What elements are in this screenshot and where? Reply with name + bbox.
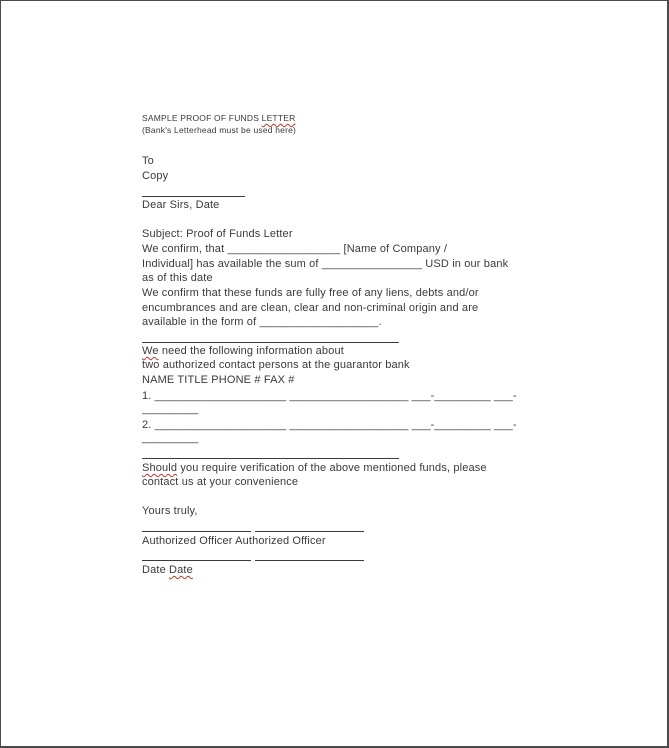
info-line2: two authorized contact persons at the guarantor bank [142, 359, 410, 371]
contact-row-1: 1. _____________________ ___________________ ___-_________ ___- [142, 390, 517, 402]
contact-row-1-cont: _________ [142, 403, 199, 415]
salutation: Dear Sirs, Date [142, 199, 220, 211]
info-line1: We need the following information about [142, 345, 344, 357]
to-line: To [142, 155, 154, 167]
letterhead-note: (Bank's Letterhead must be used here) [142, 125, 297, 135]
date-rule-1 [142, 560, 251, 561]
para1-line2: Individual] has available the sum of ________________ USD in our bank [142, 258, 509, 270]
para1-line3: as of this date [142, 272, 213, 284]
date-rule-2 [255, 560, 364, 561]
columns-header: NAME TITLE PHONE # FAX # [142, 374, 295, 386]
contact-row-2: 2. _____________________ ___________________ ___-_________ ___- [142, 419, 517, 431]
closing: Yours truly, [142, 505, 198, 517]
info-first-word: We [142, 345, 159, 357]
copy-line: Copy [142, 170, 169, 182]
verify-line1: Should you require verification of the above mentioned funds, please [142, 462, 487, 474]
para1-line1: We confirm, that __________________ [Name of Company / [142, 243, 448, 255]
signature-rule-2 [255, 531, 364, 532]
signature-rule-1 [142, 531, 251, 532]
date-labels: Date Date [142, 564, 193, 576]
para2-line1: We confirm that these funds are fully free of any liens, debts and/or [142, 287, 479, 299]
verify-first-word: Should [142, 462, 178, 474]
verify-line2: contact us at your convenience [142, 476, 299, 488]
para2-line2: encumbrances and are clean, clear and non-criminal origin and are [142, 302, 479, 314]
date-label-2: Date [169, 564, 193, 576]
letter-title: SAMPLE PROOF OF FUNDS LETTER [142, 113, 296, 123]
signature-labels: Authorized Officer Authorized Officer [142, 535, 326, 547]
subject-line: Subject: Proof of Funds Letter [142, 228, 293, 240]
para2-line3: available in the form of ___________________. [142, 316, 382, 328]
letter-title-word: LETTER [261, 113, 296, 123]
address-rule [142, 196, 245, 197]
contact-row-2-cont: _________ [142, 432, 199, 444]
separator-rule-2 [142, 458, 399, 459]
separator-rule-1 [142, 342, 399, 343]
